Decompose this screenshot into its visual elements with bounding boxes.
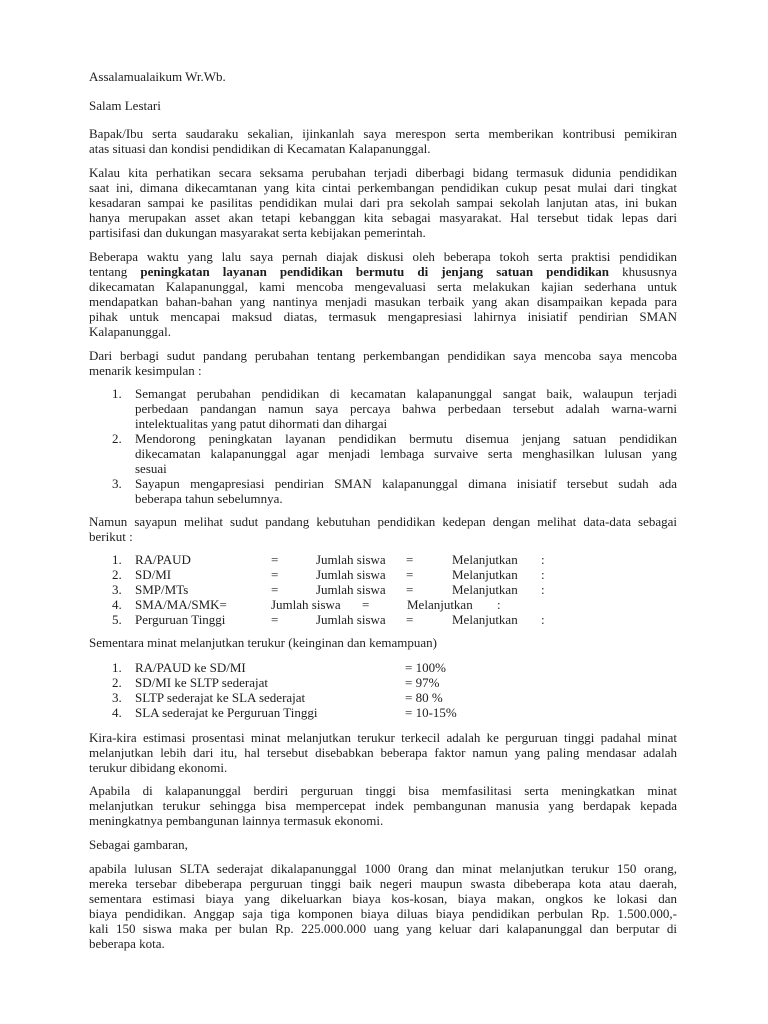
paragraph-discussion: Beberapa waktu yang lalu saya pernah diajak diskusi oleh beberapa tokoh serta praktisi pendidikan tentang peningkatan layanan pendidikan bermutu di jenjang satuan pendidikan khususnya dikecamatan Kalapanunggal, kami mencoba mengevaluasi serta melakukan kajian sederhana untuk mendapatkan bahan-bahan yang nantinya menjadi masukan terbaik yang akan disampaikan kepada para pihak untuk mencapai maksud diatas, termasuk mengapresiasi lahirnya inisiatif pendirian SMAN Kalapanunggal. [89,249,677,339]
discussion-line-with-bold: tentang peningkatan layanan pendidikan bermutu di jenjang satuan pendidikan khususnya [89,264,677,279]
paragraph-estimation: Kira-kira estimasi prosentasi minat melanjutkan terukur terkecil adalah ke perguruan tinggi padahal minat melanjutkan lebih dari itu, hal tersebut disebabkan beberapa faktor namun yang paling mendasar adalah terukur dibidang ekonomi. [89,730,677,775]
list-item: 1. Semangat perubahan pendidikan di kecamatan kalapanunggal sangat baik, walaupun terjadi perbedaan pandangan namun saya percaya bahwa perbedaan tersebut adalah warna-warni intelektualitas yang patut dihormati dan dihargai [112,386,677,431]
list-item: 2. Mendorong peningkatan layanan pendidikan bermutu disemua jenjang satuan pendidikan dikecamatan kalapanunggal agar menjadi lembaga survaive serta menghasilkan lulusan yang sesuai [112,431,677,476]
paragraph-illustration: apabila lulusan SLTA sederajat dikalapanunggal 1000 0rang dan minat melanjutkan terukur 150 orang, mereka tersebar dibeberapa perguruan tinggi baik negeri maupun swasta dibeberapa kota atau daerah, sementara estimasi biaya yang dikeluarkan biaya kos-kosan, biaya makan, ongkos ke lokasi dan biaya pendidikan. Anggap saja tiga komponen biaya diluas biaya pendidikan perbulan Rp. 1.500.000,- kali 150 siswa maka per bulan Rp. 225.000.000 uang yang keluar dari kalapanunggal dan berputar di beberapa kota. [89,861,677,951]
paragraph-data-intro: Namun sayapun melihat sudut pandang kebutuhan pendidikan kedepan dengan melihat data-data sebagai berikut : [89,514,677,544]
table-row: 1. RA/PAUD = Jumlah siswa = Melanjutkan : [112,552,545,567]
paragraph-conclusion-intro: Dari berbagi sudut pandang perubahan tentang perkembangan pendidikan saya mencoba saya mencoba menarik kesimpulan : [89,348,677,378]
paragraph-university: Apabila di kalapanunggal berdiri perguruan tinggi bisa memfasilitasi serta meningkatkan minat melanjutkan terukur sehingga bisa mempercepat indek pembangunan manusia yang berdapak kepada meningkatnya pembangunan lainnya termasuk ekonomi. [89,783,677,828]
paragraph-changes: Kalau kita perhatikan secara seksama perubahan terjadi diberbagi bidang termasuk didunia pendidikan saat ini, dimana dikecamtanan yang kita cintai perkembangan pendidikan cukup pesat mulai dari tingkat kesadaran sampai ke pasilitas pendidikan mulai dari pra sekolah sampai sekolah lanjutan atas, ini bukan hanya merupakan asset akan tetapi kebanggan kita sebagai masyarakat. Hal tersebut tidak lepas dari partisifasi dan dukungan masyarakat serta kebijakan pemerintah. [89,165,677,240]
table-row: 4. SMA/MA/SMK= Jumlah siswa = Melanjutkan : [112,597,501,612]
table-row: 5. Perguruan Tinggi = Jumlah siswa = Melanjutkan : [112,612,545,627]
table-row: 3. SLTP sederajat ke SLA sederajat = 80 % [112,690,443,705]
paragraph-intro: Bapak/Ibu serta saudaraku sekalian, ijinkanlah saya merespon serta memberikan kontribusi pemikiran atas situasi dan kondisi pendidikan di Kecamatan Kalapanunggal. [89,126,677,156]
table-row: 2. SD/MI = Jumlah siswa = Melanjutkan : [112,567,545,582]
paragraph-illustration-intro: Sebagai gambaran, [89,837,188,852]
table-row: 4. SLA sederajat ke Perguruan Tinggi = 10-15% [112,705,457,720]
paragraph-interest-intro: Sementara minat melanjutkan terukur (keinginan dan kemampuan) [89,635,437,650]
table-row: 1. RA/PAUD ke SD/MI = 100% [112,660,446,675]
bold-topic: peningkatan layanan pendidikan bermutu di jenjang satuan pendidikan [140,264,610,279]
list-item: 3. Sayapun mengapresiasi pendirian SMAN kalapanunggal dimana inisiatif tersebut sudah ada beberapa tahun sebelumnya. [112,476,677,506]
conclusions-list [89,386,677,506]
greeting: Assalamualaikum Wr.Wb. [89,69,226,84]
salam: Salam Lestari [89,98,161,113]
table-row: 3. SMP/MTs = Jumlah siswa = Melanjutkan : [112,582,545,597]
table-row: 2. SD/MI ke SLTP sederajat = 97% [112,675,440,690]
